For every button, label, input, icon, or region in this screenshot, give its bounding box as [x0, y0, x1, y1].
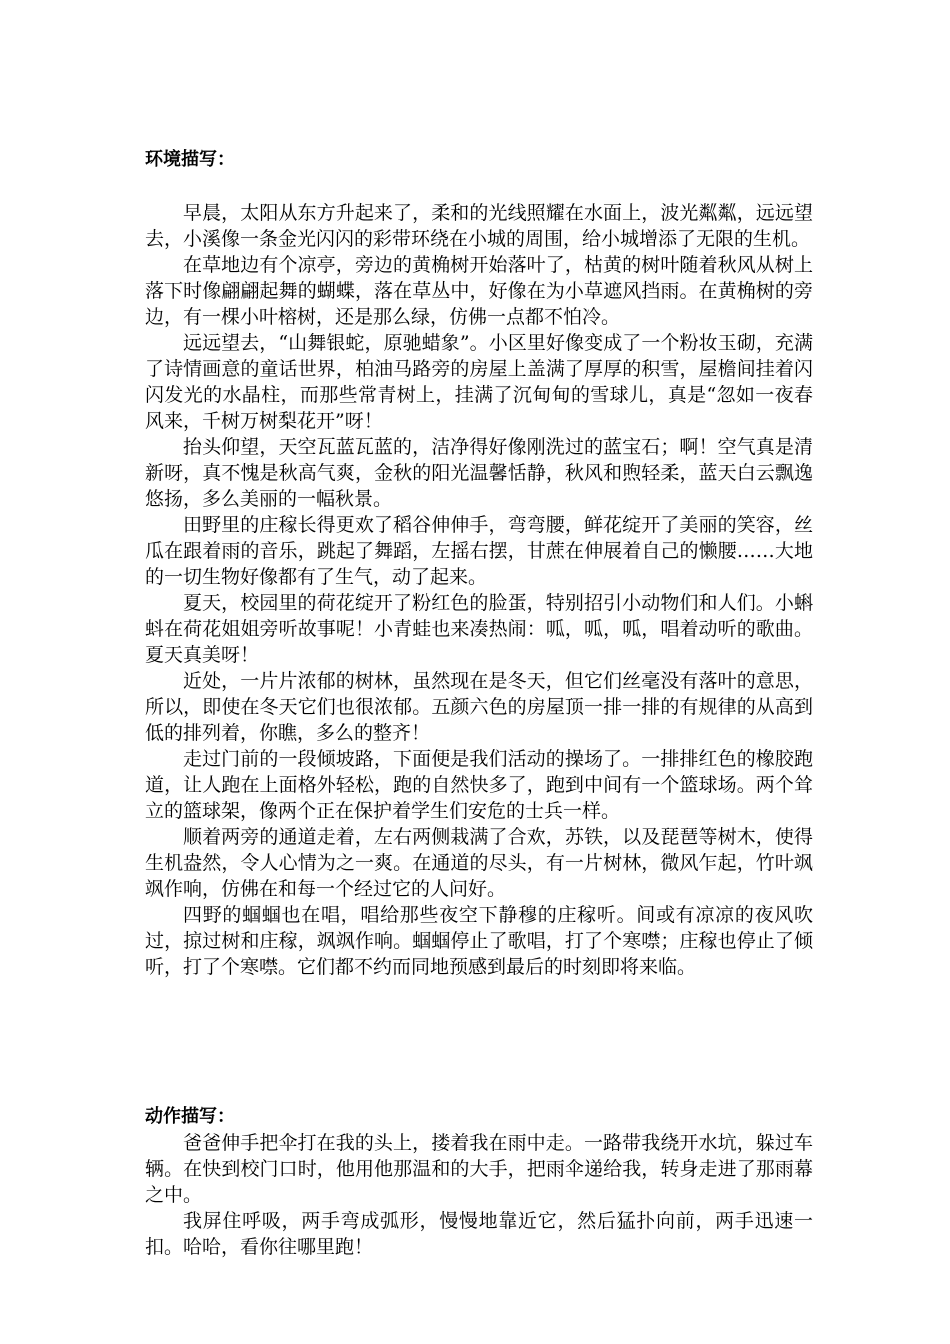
paragraph: 远远望去，“山舞银蛇，原驰蜡象”。小区里好像变成了一个粉妆玉砌，充满了诗情画意的童话世界，柏油马路旁的房屋上盖满了厚厚的积雪，屋檐间挂着闪闪发光的水晶柱，而那些常青树上，挂满了沉甸甸的雪球儿，真是“忽如一夜春风来，千树万树梨花开”呀！ — [145, 332, 813, 432]
paragraph: 田野里的庄稼长得更欢了稻谷伸伸手，弯弯腰，鲜花绽开了美丽的笑容，丝瓜在跟着雨的音乐，跳起了舞蹈，左摇右摆，甘蔗在伸展着自己的懒腰……大地的一切生物好像都有了生气，动了起来。 — [145, 514, 813, 588]
paragraph: 近处，一片片浓郁的树林，虽然现在是冬天，但它们丝毫没有落叶的意思，所以，即使在冬天它们也很浓郁。五颜六色的房屋顶一排一排的有规律的从高到低的排列着，你瞧，多么的整齐！ — [145, 670, 813, 744]
section-heading-environment: 环境描写： — [145, 149, 235, 170]
paragraph: 在草地边有个凉亭，旁边的黄桷树开始落叶了，枯黄的树叶随着秋风从树上落下时像翩翩起舞的蝴蝶，落在草丛中，好像在为小草遮风挡雨。在黄桷树的旁边，有一棵小叶榕树，还是那么绿，仿佛一点都不怕冷。 — [145, 254, 813, 328]
section-heading-action: 动作描写： — [145, 1106, 235, 1127]
section-body-action — [145, 1130, 813, 1260]
paragraph: 走过门前的一段倾坡路，下面便是我们活动的操场了。一排排红色的橡胶跑道，让人跑在上面格外轻松，跑的自然快多了，跑到中间有一个篮球场。两个耸立的篮球架，像两个正在保护着学生们安危的士兵一样。 — [145, 748, 813, 822]
paragraph: 早晨，太阳从东方升起来了，柔和的光线照耀在水面上，波光粼粼，远远望去，小溪像一条金光闪闪的彩带环绕在小城的周围，给小城增添了无限的生机。 — [145, 202, 813, 250]
paragraph: 抬头仰望，天空瓦蓝瓦蓝的，洁净得好像刚洗过的蓝宝石；啊！空气真是清新呀，真不愧是秋高气爽，金秋的阳光温馨恬静，秋风和煦轻柔，蓝天白云飘逸悠扬，多么美丽的一幅秋景。 — [145, 436, 813, 510]
paragraph: 顺着两旁的通道走着，左右两侧栽满了合欢，苏铁，以及琵琶等树木，使得生机盎然，令人心情为之一爽。在通道的尽头，有一片树林，微风乍起，竹叶飒飒作响，仿佛在和每一个经过它的人问好。 — [145, 826, 813, 900]
paragraph: 爸爸伸手把伞打在我的头上，搂着我在雨中走。一路带我绕开水坑，躲过车辆。在快到校门口时，他用他那温和的大手，把雨伞递给我，转身走进了那雨幕之中。 — [145, 1132, 813, 1206]
paragraph: 我屏住呼吸，两手弯成弧形，慢慢地靠近它，然后猛扑向前，两手迅速一扣。哈哈，看你往哪里跑！ — [145, 1210, 813, 1258]
paragraph: 四野的蝈蝈也在唱，唱给那些夜空下静穆的庄稼听。间或有凉凉的夜风吹过，掠过树和庄稼，飒飒作响。蝈蝈停止了歌唱，打了个寒噤；庄稼也停止了倾听，打了个寒噤。它们都不约而同地预感到最后的时刻即将来临。 — [145, 904, 813, 978]
paragraph: 夏天，校园里的荷花绽开了粉红色的脸蛋，特别招引小动物们和人们。小蝌蚪在荷花姐姐旁听故事呢！小青蛙也来凑热闹：呱，呱，呱，唱着动听的歌曲。夏天真美呀！ — [145, 592, 813, 666]
section-body-environment — [145, 200, 813, 980]
